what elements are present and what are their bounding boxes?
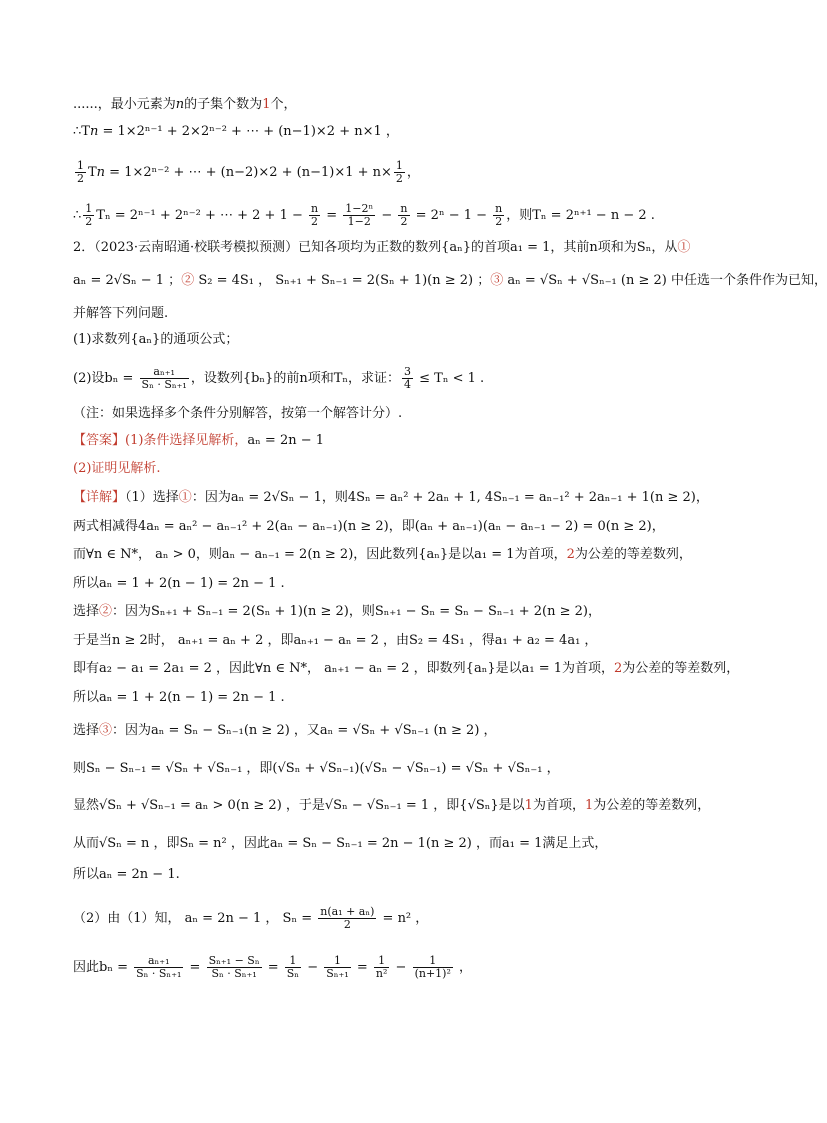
text-line — [73, 866, 773, 884]
text-run: 1 — [262, 97, 271, 112]
text-run: ③ — [99, 723, 113, 738]
text-line — [73, 906, 773, 931]
text-run: ③ — [490, 273, 504, 288]
text-run: （1）选择 — [125, 490, 179, 505]
text-run: − — [303, 960, 323, 975]
fraction-numerator: 1 — [413, 955, 453, 968]
fraction — [140, 366, 189, 391]
text-run: ② — [99, 604, 113, 619]
text-run: = n² ， — [378, 911, 429, 926]
text-line — [73, 432, 773, 450]
text-run: = — [185, 960, 205, 975]
text-run: n — [96, 165, 106, 180]
text-run: 选择 — [73, 604, 100, 619]
fraction-numerator: n — [495, 202, 503, 215]
fraction — [285, 955, 301, 980]
text-run: ：因为aₙ = 2√Sₙ − 1，则4Sₙ = aₙ² + 2aₙ + 1, 4Sₙ₋₁ = aₙ₋₁² + 2aₙ₋₁ + 1(n ≥ 2)， — [191, 490, 709, 505]
text-run: ，设数列{bₙ}的前n项和Tₙ，求证： — [190, 371, 400, 386]
text-run: = — [322, 208, 342, 223]
fraction-numerator: 1 — [395, 159, 403, 172]
text-line — [73, 760, 773, 778]
text-run: = 1×2ⁿ⁻¹ + 2×2ⁿ⁻² + ⋯ + (n−1)×2 + n×1 ， — [98, 124, 399, 139]
text-run: 而∀n ∈ N*， aₙ > 0，则aₙ − aₙ₋₁ = 2(n ≥ 2)，因此数列{aₙ}是以a₁ = 1为首项， — [73, 547, 567, 562]
text-run: (1)求数列{aₙ}的通项公式； — [73, 332, 239, 347]
fraction-numerator: n — [311, 202, 319, 215]
fraction-denominator: 2 — [311, 215, 319, 228]
text-run: 【答案】(1)条件选择见解析， — [73, 433, 248, 448]
fraction-denominator: (n+1)² — [414, 967, 451, 980]
text-line — [73, 575, 773, 593]
text-run: 于是当n ≥ 2时， aₙ₊₁ = aₙ + 2 ，即aₙ₊₁ − aₙ = 2 ，由S₂ = 4S₁ ，得a₁ + a₂ = 4a₁ ， — [73, 633, 598, 648]
text-run: n — [89, 124, 99, 139]
fraction — [318, 906, 376, 931]
text-line — [73, 835, 773, 853]
text-line — [73, 96, 773, 114]
fraction-denominator: 2 — [85, 215, 93, 228]
text-line — [73, 331, 773, 349]
text-line — [73, 722, 773, 740]
text-run: (2)设bₙ = — [73, 371, 138, 386]
text-run: 为首项， — [532, 798, 585, 813]
text-run: 则Sₙ − Sₙ₋₁ = √Sₙ + √Sₙ₋₁ ，即(√Sₙ + √Sₙ₋₁)(√Sₙ − √Sₙ₋₁) = √Sₙ + √Sₙ₋₁ ， — [73, 761, 560, 776]
text-line — [73, 123, 773, 141]
text-run: （2）由（1）知， aₙ = 2n − 1 ， Sₙ = — [73, 911, 317, 926]
text-line — [73, 797, 773, 815]
text-run: S₂ = 4S₁ ， Sₙ₊₁ + Sₙ₋₁ = 2(Sₙ + 1)(n ≥ 2) ； — [194, 273, 491, 288]
fraction — [324, 955, 351, 980]
fraction-denominator: 2 — [400, 215, 408, 228]
text-run: 为公差的等差数列， — [593, 798, 711, 813]
text-run: 所以aₙ = 1 + 2(n − 1) = 2n − 1 . — [73, 576, 285, 591]
text-line — [73, 239, 773, 257]
text-line — [73, 489, 773, 507]
text-run: 为公差的等差数列， — [574, 547, 692, 562]
text-line — [73, 366, 773, 391]
fraction — [374, 955, 390, 980]
fraction-denominator: 4 — [403, 378, 411, 391]
text-line — [73, 546, 773, 564]
fraction-denominator: Sₙ — [286, 967, 300, 980]
fraction-denominator: 2 — [495, 215, 503, 228]
fraction-numerator: 1 — [285, 955, 301, 968]
fraction — [394, 160, 405, 185]
fraction-numerator: 1 — [85, 202, 93, 215]
text-run: ① — [677, 240, 691, 255]
fraction — [134, 955, 183, 980]
text-run: ① — [178, 490, 192, 505]
text-run: ， — [454, 960, 473, 975]
text-run: n — [175, 97, 185, 112]
fraction-denominator: 2 — [395, 172, 403, 185]
fraction-denominator: 2 — [77, 172, 84, 185]
fraction-denominator: 2 — [343, 918, 351, 931]
fraction — [343, 203, 375, 228]
text-run: (2)证明见解析. — [73, 461, 161, 476]
text-run: 个， — [270, 97, 297, 112]
text-run: 【详解】 — [73, 490, 126, 505]
text-line — [73, 405, 773, 423]
fraction-numerator: 3 — [403, 365, 411, 378]
text-run: 2 — [566, 547, 575, 562]
text-run: − — [377, 208, 397, 223]
text-run: ：因为aₙ = Sₙ − Sₙ₋₁(n ≥ 2) ，又aₙ = √Sₙ + √Sₙ₋₁ (n ≥ 2) ， — [112, 723, 497, 738]
text-run: 1 — [524, 798, 533, 813]
text-line — [73, 272, 827, 290]
fraction — [309, 203, 320, 228]
text-run: ∴T — [73, 124, 90, 139]
text-run: 所以aₙ = 2n − 1. — [73, 867, 180, 882]
fraction-numerator: n — [400, 202, 408, 215]
text-run: aₙ = 2√Sₙ − 1 ； — [73, 273, 182, 288]
text-line — [73, 203, 773, 228]
text-run: 并解答下列问题. — [73, 306, 169, 321]
text-line — [73, 518, 773, 536]
text-run: 为公差的等差数列， — [622, 661, 740, 676]
text-run: 从而√Sₙ = n ，即Sₙ = n² ，因此aₙ = Sₙ − Sₙ₋₁ = 2n − 1(n ≥ 2) ，而a₁ = 1满足上式， — [73, 836, 608, 851]
fraction — [402, 366, 413, 391]
fraction — [493, 203, 504, 228]
text-run: （注：如果选择多个条件分别解答，按第一个解答计分）. — [73, 406, 403, 421]
text-run: 即有a₂ − a₁ = 2a₁ = 2 ，因此∀n ∈ N*， aₙ₊₁ − aₙ = 2 ，即数列{aₙ}是以a₁ = 1为首项， — [73, 661, 614, 676]
text-run: 2．（2023·云南昭通·校联考模拟预测）已知各项均为正数的数列{aₙ}的首项a₁ = 1，其前n项和为Sₙ，从 — [73, 240, 678, 255]
fraction-numerator: 1 — [324, 955, 351, 968]
fraction-denominator: Sₙ₊₁ — [326, 967, 349, 980]
text-run: = 2ⁿ − 1 − — [411, 208, 492, 223]
fraction-denominator: Sₙ · Sₙ₊₁ — [141, 378, 187, 391]
fraction-denominator: Sₙ · Sₙ₊₁ — [136, 967, 182, 980]
fraction-denominator: n² — [375, 967, 388, 980]
fraction — [207, 955, 262, 980]
text-run: ：因为Sₙ₊₁ + Sₙ₋₁ = 2(Sₙ + 1)(n ≥ 2)，则Sₙ₊₁ − Sₙ = Sₙ − Sₙ₋₁ + 2(n ≥ 2)， — [112, 604, 601, 619]
fraction — [398, 203, 409, 228]
text-run: 选择 — [73, 723, 100, 738]
text-run: − — [391, 960, 411, 975]
fraction-denominator: Sₙ · Sₙ₊₁ — [211, 967, 257, 980]
text-run: T — [88, 165, 97, 180]
text-run: aₙ = 2n − 1 — [247, 433, 325, 448]
text-run: ∴ — [73, 208, 82, 223]
fraction-numerator: 1 — [77, 159, 84, 172]
text-run: 1 — [584, 798, 594, 813]
text-run: 显然√Sₙ + √Sₙ₋₁ = aₙ > 0(n ≥ 2) ，于是√Sₙ − √Sₙ₋₁ = 1 ，即{√Sₙ}是以 — [73, 798, 525, 813]
text-run: 因此bₙ = — [73, 960, 133, 975]
text-run: ，则Tₙ = 2ⁿ⁺¹ − n − 2 . — [506, 208, 655, 223]
text-line — [73, 955, 773, 980]
text-run: aₙ = √Sₙ + √Sₙ₋₁ (n ≥ 2) 中任选一个条件作为已知， — [503, 273, 827, 288]
fraction-numerator: aₙ₊₁ — [134, 955, 183, 968]
text-run: ② — [181, 273, 195, 288]
text-line — [73, 305, 773, 323]
fraction-numerator: aₙ₊₁ — [140, 366, 189, 379]
text-line — [73, 603, 773, 621]
text-run: ≤ Tₙ < 1 . — [414, 371, 485, 386]
fraction-numerator: 1 — [374, 955, 390, 968]
text-run: 的子集个数为 — [184, 97, 263, 112]
text-run: Tₙ = 2ⁿ⁻¹ + 2ⁿ⁻² + ⋯ + 2 + 1 − — [96, 208, 307, 223]
text-run: ， — [406, 165, 420, 180]
fraction-denominator: 1−2 — [347, 215, 371, 228]
text-run: 2 — [614, 661, 623, 676]
fraction — [413, 955, 453, 980]
text-run: = — [263, 960, 283, 975]
text-run: = — [352, 960, 372, 975]
fraction-numerator: Sₙ₊₁ − Sₙ — [208, 954, 260, 967]
text-line — [73, 689, 773, 707]
text-line — [73, 460, 773, 478]
text-run: 所以aₙ = 1 + 2(n − 1) = 2n − 1 . — [73, 690, 285, 705]
text-run: = 1×2ⁿ⁻² + ⋯ + (n−2)×2 + (n−1)×1 + n× — [105, 165, 392, 180]
fraction-numerator: 1−2ⁿ — [345, 202, 374, 215]
text-line — [73, 660, 773, 678]
text-run: 两式相减得4aₙ = aₙ² − aₙ₋₁² + 2(aₙ − aₙ₋₁)(n ≥ 2)，即(aₙ + aₙ₋₁)(aₙ − aₙ₋₁ − 2) = 0(n ≥ 2)， — [73, 519, 665, 534]
fraction — [75, 160, 86, 185]
fraction-numerator: n(a₁ + aₙ) — [320, 905, 375, 918]
text-line — [73, 632, 773, 650]
text-line — [73, 160, 773, 185]
fraction — [83, 203, 94, 228]
text-run: ......，最小元素为 — [73, 97, 176, 112]
